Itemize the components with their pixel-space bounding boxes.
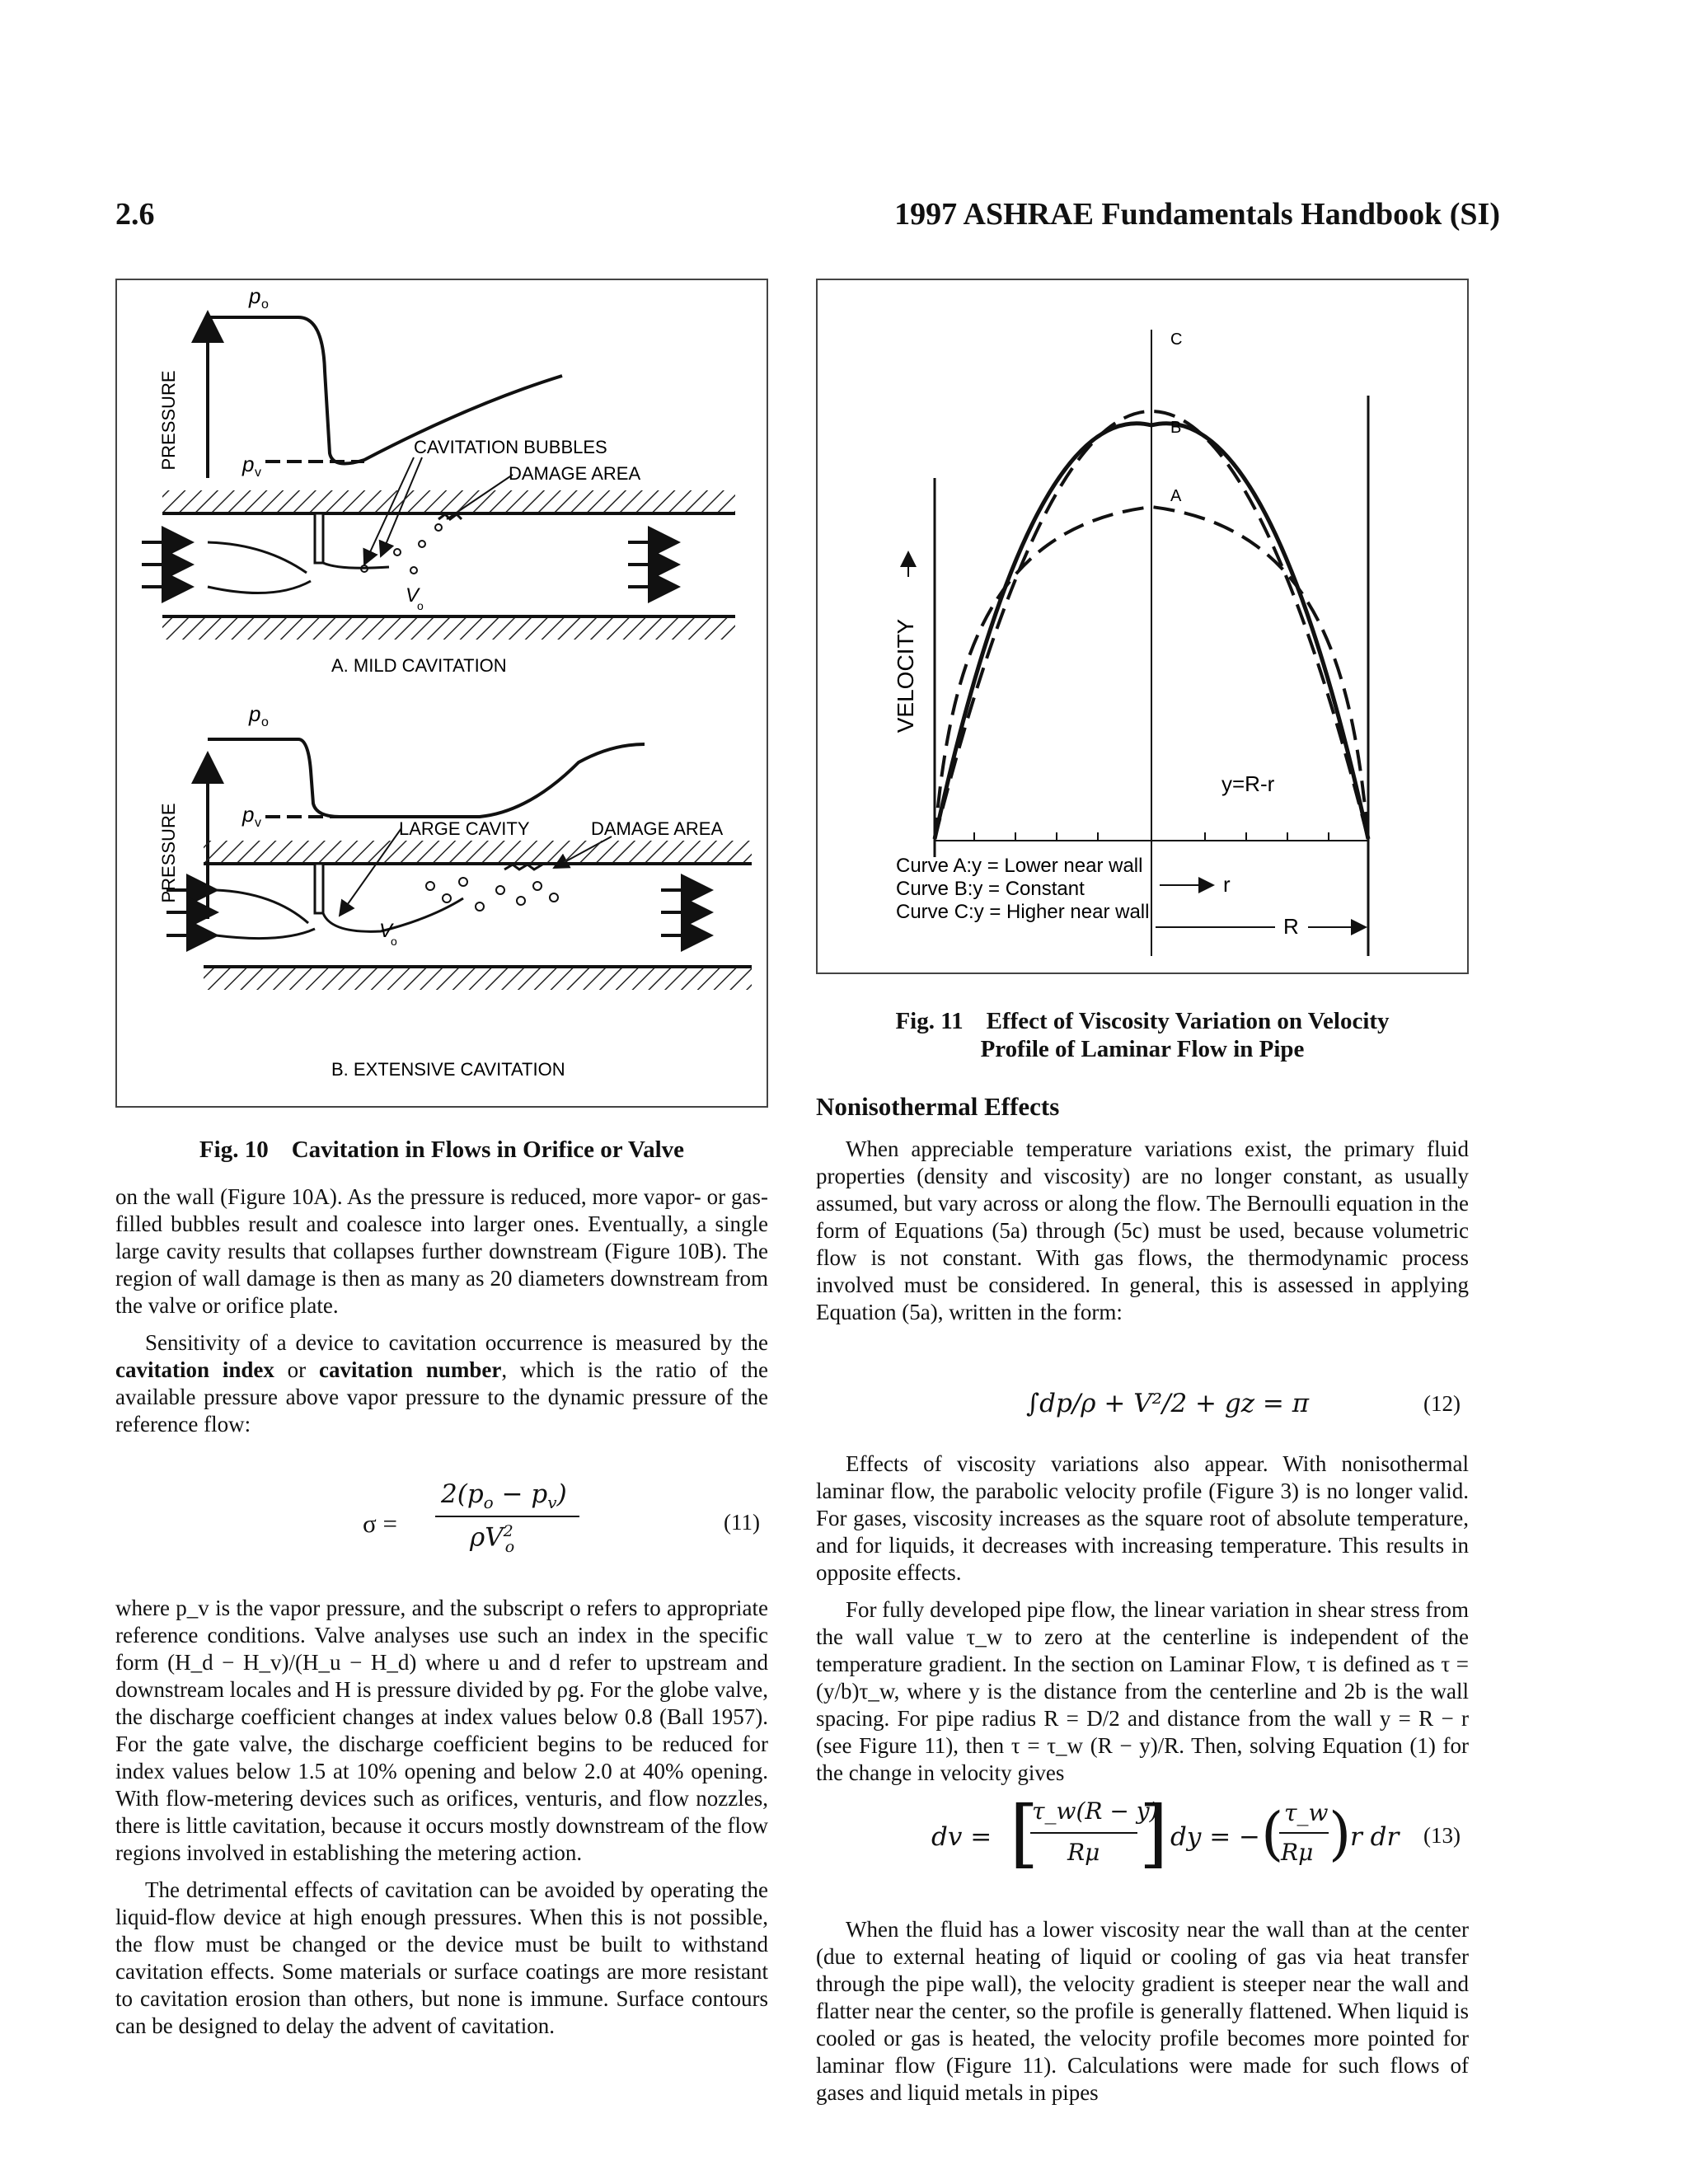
right-column-middle [816, 1451, 1469, 1797]
paragraph-nonisothermal: When appreciable temperature variations exist, the primary fluid properties (density and viscosity) are no longer constant, as usually assumed, but vary across or along the flow. The Bernoulli equation in the form of Equations (5a) through (5c) must be used, because volumetric flow is not constant. With gas flows, the thermodynamic process involved must be considered. In general, this is assessed in applying Equation (5a), written in the form: [816, 1137, 1469, 1324]
figure-11-caption [816, 1007, 1469, 1063]
equation-11: σ = $2(p_o - p_v)$ $\rho V^2_o$ [363, 1479, 643, 1570]
figure-10 [115, 279, 768, 1108]
paragraph-viscosity-variations: Effects of viscosity variations also appear. With nonisothermal laminar flow, the parabolic velocity profile (Figure 3) is no longer valid. For gases, viscosity increases as the square root of absolute temperature, and for liquids, it decreases with increasing temperature. This results in opposite effects. [816, 1451, 1469, 1585]
panel-a-upper-wall [162, 490, 735, 512]
left-column-bottom [115, 1595, 768, 2050]
curve-c-label: C [1170, 330, 1183, 349]
curve-b-label: B [1170, 419, 1182, 437]
curve-a-label: A [1170, 487, 1182, 505]
big-r-label: R [1283, 914, 1299, 939]
figure-10-title: Cavitation in Flows in Orifice or Valve [291, 1137, 685, 1163]
panel-b-pressure-curve [208, 739, 645, 817]
legend-curve-b: Curve B:y = Constant [896, 878, 1085, 900]
figure-11-label: Fig. 11 [895, 1008, 964, 1034]
panel-a-bubbles-label: CAVITATION BUBBLES [414, 437, 607, 457]
paragraph-cavitation-continued: on the wall (Figure 10A). As the pressure is reduced, more vapor- or gas-filled bubbles result and coalesce into larger ones. Eventually, a single large cavity results that collapses further downstream (Figure 10B). The region of wall damage is then as many as 20 diameters downstream from the valve or orifice plate. [115, 1184, 768, 1318]
panel-b-v-label: V [379, 920, 393, 942]
paragraph-avoid-cavitation: The detrimental effects of cavitation can be avoided by operating the liquid-flow device at high enough pressures. When this is not possible, the flow must be changed or the device must be built to withstand cavitation effects. Some materials or surface coatings are more resistant to cavitation erosion than others, but none is immune. Surface contours can be designed to delay the advent of cavitation. [115, 1877, 768, 2038]
figure-10-caption [115, 1136, 768, 1164]
panel-b-p0-sub: o [261, 715, 269, 729]
panel-a-orifice [315, 513, 323, 563]
panel-b-pv: p [242, 802, 255, 827]
panel-b-lower-wall [204, 968, 752, 990]
figure-11-title-line2: Profile of Laminar Flow in Pipe [980, 1036, 1305, 1062]
panel-b-cavity-label: LARGE CAVITY [399, 818, 530, 839]
figure-11-title-line1: Effect of Viscosity Variation on Velocity [986, 1008, 1390, 1034]
panel-a-pv-sub: v [255, 466, 261, 480]
equation-12: ∫dp/ρ + V²/2 + gz = π [1026, 1389, 1310, 1418]
paragraph-viscosity-wall: When the fluid has a lower viscosity near the wall than at the center (due to external heating of liquid or cooling of gas via heat transfer through the pipe wall), the velocity gradient is steeper near the wall and flatter near the center, so the profile is generally flattened. When liquid is cooled or gas is heated, the velocity profile becomes more pointed for laminar flow (Figure 11). Calculations were made for such flows of gases and liquid metals in pipes [816, 1917, 1469, 2105]
panel-b-pv-sub: v [255, 816, 261, 830]
figure-10-label: Fig. 10 [199, 1137, 269, 1163]
panel-a-lower-wall [162, 618, 735, 640]
velocity-axis-label: VELOCITY [893, 618, 918, 733]
panel-b [158, 701, 752, 1080]
equation-13-number: (13) [1423, 1823, 1461, 1848]
left-column-top [115, 1183, 768, 1448]
panel-b-p0: p [249, 701, 261, 726]
equation-11-number: (11) [724, 1510, 760, 1535]
panel-a-y-axis: PRESSURE [158, 370, 179, 471]
panel-a-v-sub: o [417, 599, 424, 612]
panel-a-pv: p [242, 452, 255, 476]
page-number: 2.6 [115, 197, 155, 232]
panel-b-title: B. EXTENSIVE CAVITATION [331, 1059, 565, 1080]
paragraph-shear-stress: For fully developed pipe flow, the linear variation in shear stress from the wall value τ_w to zero at the centerline is independent of the temperature gradient. In the section on Laminar Flow, τ is defined as τ = (y/b)τ_w, where y is the distance from the centerline and 2b is the wall spacing. For pipe radius R = D/2 and distance from the wall y = R − r (see Figure 11), then τ = τ_w (R − y)/R. Then, solving Equation (1) for the change in velocity gives [816, 1597, 1469, 1785]
panel-a [142, 284, 735, 676]
panel-b-damage-label: DAMAGE AREA [591, 818, 724, 839]
section-heading: Nonisothermal Effects [816, 1092, 1060, 1121]
panel-a-v-label: V [406, 584, 420, 607]
equation-13: dv = [ τ_w(R − y) Rμ ] dy = − ( τ_w Rμ ) r dr [931, 1790, 1400, 1877]
figure-11-drawing [818, 280, 1467, 972]
figure-10-drawing [117, 280, 767, 1106]
relation-label: y=R-r [1221, 771, 1275, 796]
panel-b-y-axis: PRESSURE [158, 803, 179, 903]
paragraph-valve-analysis: where p_v is the vapor pressure, and the subscript o refers to appropriate reference conditions. Valve analyses use such an index in the specific form (H_d − H_v)/(H_u − H_d) where u and d refer to upstream and downstream locales and H is pressure divided by ρg. For the globe valve, the discharge coefficient changes at index values below 0.8 (Ball 1957). For the gate valve, the discharge coefficient begins to be reduced for index values below 1.5 at 10% opening and below 2.0 at 40% opening. With flow-metering devices such as orifices, venturis, and flow nozzles, there is little cavitation, because it occurs mostly downstream of the flow regions involved in establishing the metering action. [115, 1596, 768, 1865]
legend-curve-c: Curve C:y = Higher near wall [896, 901, 1150, 923]
legend-curve-a: Curve A:y = Lower near wall [896, 855, 1143, 877]
running-header: 1997 ASHRAE Fundamentals Handbook (SI) [894, 197, 1500, 232]
panel-a-title: A. MILD CAVITATION [331, 655, 507, 676]
figure-11 [816, 279, 1469, 974]
panel-a-p0: p [249, 284, 261, 308]
term-cavitation-number: cavitation number [319, 1357, 502, 1382]
panel-b-orifice [315, 864, 323, 913]
equation-12-number: (12) [1423, 1391, 1461, 1416]
paragraph-cavitation-index: Sensitivity of a device to cavitation occurrence is measured by the cavitation index or cavitation number, which is the ratio of the available pressure above vapor pressure to the dynamic pressure of the reference flow: [115, 1330, 768, 1436]
panel-a-damage-label: DAMAGE AREA [509, 463, 641, 484]
right-column-top [816, 1136, 1469, 1336]
panel-b-upper-wall [204, 841, 752, 862]
r-label: r [1223, 872, 1231, 897]
term-cavitation-index: cavitation index [115, 1357, 274, 1382]
panel-a-p0-sub: o [261, 298, 269, 312]
panel-b-v-sub: o [391, 935, 397, 948]
right-column-bottom [816, 1916, 1469, 2116]
